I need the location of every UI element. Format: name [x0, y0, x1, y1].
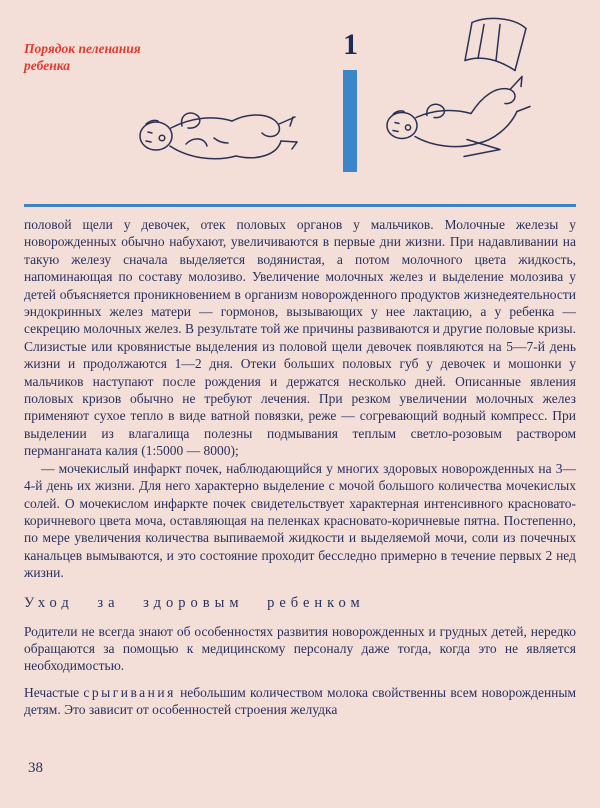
- baby-lying-drawing-icon: [126, 82, 336, 182]
- body-text-column: [24, 216, 576, 719]
- figure-text-divider-rule: [24, 204, 576, 207]
- paragraph-sexual-crises: половой щели у девочек, отек половых органов у мальчиков. Молочные железы у новорожденных обычно набухают, увеличиваются в первые дни жизни. При надавливании на такую железу сначала выделяется водянистая, а потом молочного цвета жидкость, напоминающая по составу молозиво. Увеличение молочных желез и выделение молозива у детей объясняется проникновением в организм новорожденного продуктов жизнедеятельности эндокринных желез матери — гормонов, вызывающих у нее лактацию, а у ребенка — секрецию молочных желез. В результате той же причины развиваются и другие половые кризы. Слизистые или кровянистые выделения из половой щели девочек появляются на 5—7-й день жизни и продолжаются 1—2 дня. Отеки больших половых губ у девочек и мошонки у мальчиков наступают после рождения и держатся несколько дней. Описанные явления половых кризов обычно не требуют лечения. При резком увеличении молочных желез применяют сухое тепло в виде ватной повязки, реже — согревающий водный компресс. При выделении из влагалища полезны подмывания теплым светло-розовым раствором перманганата калия (1:5000 — 8000);: [24, 217, 576, 459]
- paragraph-parents: Родители не всегда знают об особенностях развития новорожденных и грудных детей, нередко обращаются за помощью к медицинскому персоналу даже тогда, когда это не является необходимостью.: [24, 623, 576, 674]
- section-heading: Уход за здоровым ребенком: [24, 594, 365, 611]
- figure-number: 1: [343, 28, 358, 61]
- figure-caption-line1: Порядок пеленания: [24, 41, 141, 56]
- figure-caption: [24, 40, 141, 74]
- baby-diapering-drawing-icon: [372, 12, 580, 180]
- regurgitation-rest: небольшим количеством молока свойственны всем новорожденным детям. Это зависит от особенностей строения желудка: [24, 684, 577, 718]
- figure-blue-bar: [343, 70, 357, 172]
- paragraph-regurgitation: [24, 684, 576, 719]
- regurgitation-spaced-term: срыгивания: [83, 684, 176, 700]
- figure-caption-line2: ребенка: [24, 58, 71, 73]
- regurgitation-lead-word: Нечастые: [24, 684, 80, 700]
- page-number: 38: [28, 760, 43, 776]
- paragraph-uric-acid-infarction: — мочекислый инфаркт почек, наблюдающийся у многих здоровых новорожденных на 3—4-й день их жизни. Для него характерно выделение с мочой большого количества мочекислых солей. О мочекислом инфаркте почек свидетельствует характерная интенсивного красновато-коричневого цвета моча, оставляющая на пеленках красновато-коричневые пятна. Постепенно, по мере увеличения количества выпиваемой жидкости и выделяемой мочи, соли из почечных канальцев вымываются, и это состояние проходит бесследно примерно в течение первых 2 нед жизни.: [24, 460, 576, 581]
